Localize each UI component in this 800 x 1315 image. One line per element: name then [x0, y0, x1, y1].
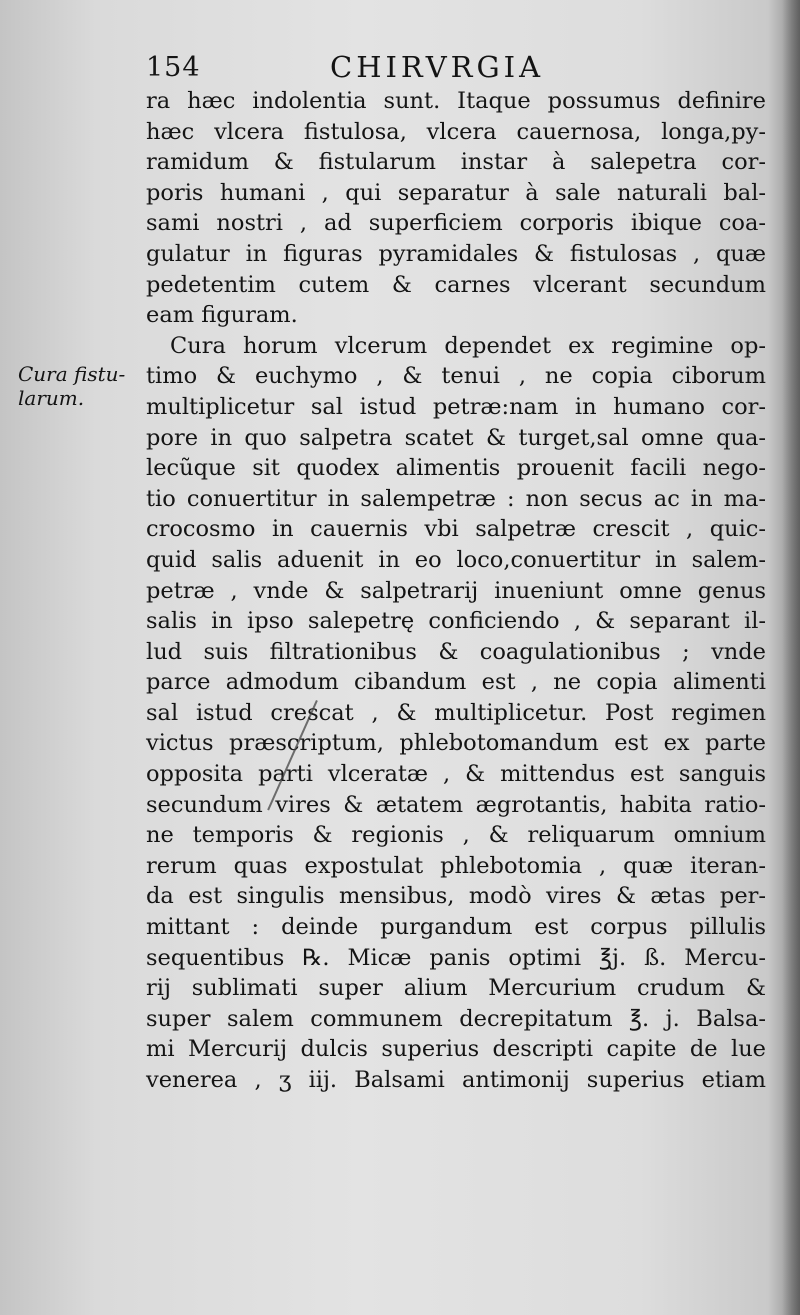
text-line: mittant : deinde purgandum est corpus pillulis [146, 914, 766, 941]
text-line: da est singulis mensibus, modò vires & ætas per- [146, 883, 766, 910]
text-line: hæc vlcera fistulosa, vlcera cauernosa, longa,py- [146, 118, 766, 145]
page-header [140, 48, 760, 88]
text-line: sequentibus ℞. Micæ panis optimi ℥j. ß. Mercu- [146, 944, 766, 971]
text-line: rij sublimati super alium Mercurium crudum & [146, 975, 766, 1002]
running-head: CHIRVRGIA [330, 50, 545, 84]
text-line: pedetentim cutem & carnes vlcerant secundum [146, 271, 766, 298]
text-line: ne temporis & regionis , & reliquarum omnium [146, 822, 766, 849]
text-line: secundum vires & ætatem ægrotantis, habita ratio- [146, 791, 766, 818]
text-line: salis in ipso salepetrę conficiendo , & separant il- [146, 608, 766, 635]
text-line: lud suis filtrationibus & coagulationibus ; vnde [146, 638, 766, 665]
margin-note [18, 362, 138, 410]
text-line: pore in quo salpetra scatet & turget,sal omne qua- [146, 424, 766, 451]
text-line: lecũque sit quodex alimentis prouenit facili nego- [146, 455, 766, 482]
body-text [146, 86, 766, 1096]
text-line: multiplicetur sal istud petræ:nam in humano cor- [146, 393, 766, 420]
text-line: venerea , ʒ iij. Balsami antimonij superius etiam [146, 1067, 766, 1093]
text-line: tio conuertitur in salempetræ : non secus ac in ma- [146, 485, 766, 512]
text-line: sal istud crescat , & multiplicetur. Post regimen [146, 699, 766, 726]
text-line: victus præscriptum, phlebotomandum est ex parte [146, 730, 766, 757]
page-gutter-shadow [782, 0, 800, 1315]
text-line: ra hæc indolentia sunt. Itaque possumus definire [146, 88, 766, 114]
text-line: quid salis aduenit in eo loco,conuertitur in salem- [146, 546, 766, 573]
text-line: ramidum & fistularum instar à salepetra cor- [146, 149, 766, 176]
text-line: sami nostri , ad superficiem corporis ibique coa- [146, 210, 766, 237]
margin-note-line: larum. [18, 386, 85, 410]
text-line: crocosmo in cauernis vbi salpetræ crescit , quic- [146, 516, 766, 543]
text-line: petræ , vnde & salpetrarij inueniunt omne genus [146, 577, 766, 604]
text-line: parce admodum cibandum est , ne copia alimenti [146, 669, 766, 696]
text-line: eam figuram. [146, 302, 298, 329]
text-line: gulatur in figuras pyramidales & fistulosas , quæ [146, 240, 766, 267]
text-line: timo & euchymo , & tenui , ne copia ciborum [146, 363, 766, 390]
text-line: super salem communem decrepitatum ℥. j. Balsa- [146, 1005, 766, 1032]
text-line: rerum quas expostulat phlebotomia , quæ iteran- [146, 852, 766, 879]
page-number: 154 [146, 52, 201, 83]
text-line: opposita parti vlceratæ , & mittendus est sanguis [146, 761, 766, 788]
text-line: poris humani , qui separatur à sale naturali bal- [146, 179, 766, 206]
margin-note-line: Cura fistu- [18, 362, 126, 386]
text-line: mi Mercurij dulcis superius descripti capite de lue [146, 1036, 766, 1063]
text-line: Cura horum vlcerum dependet ex regimine op- [170, 332, 766, 359]
